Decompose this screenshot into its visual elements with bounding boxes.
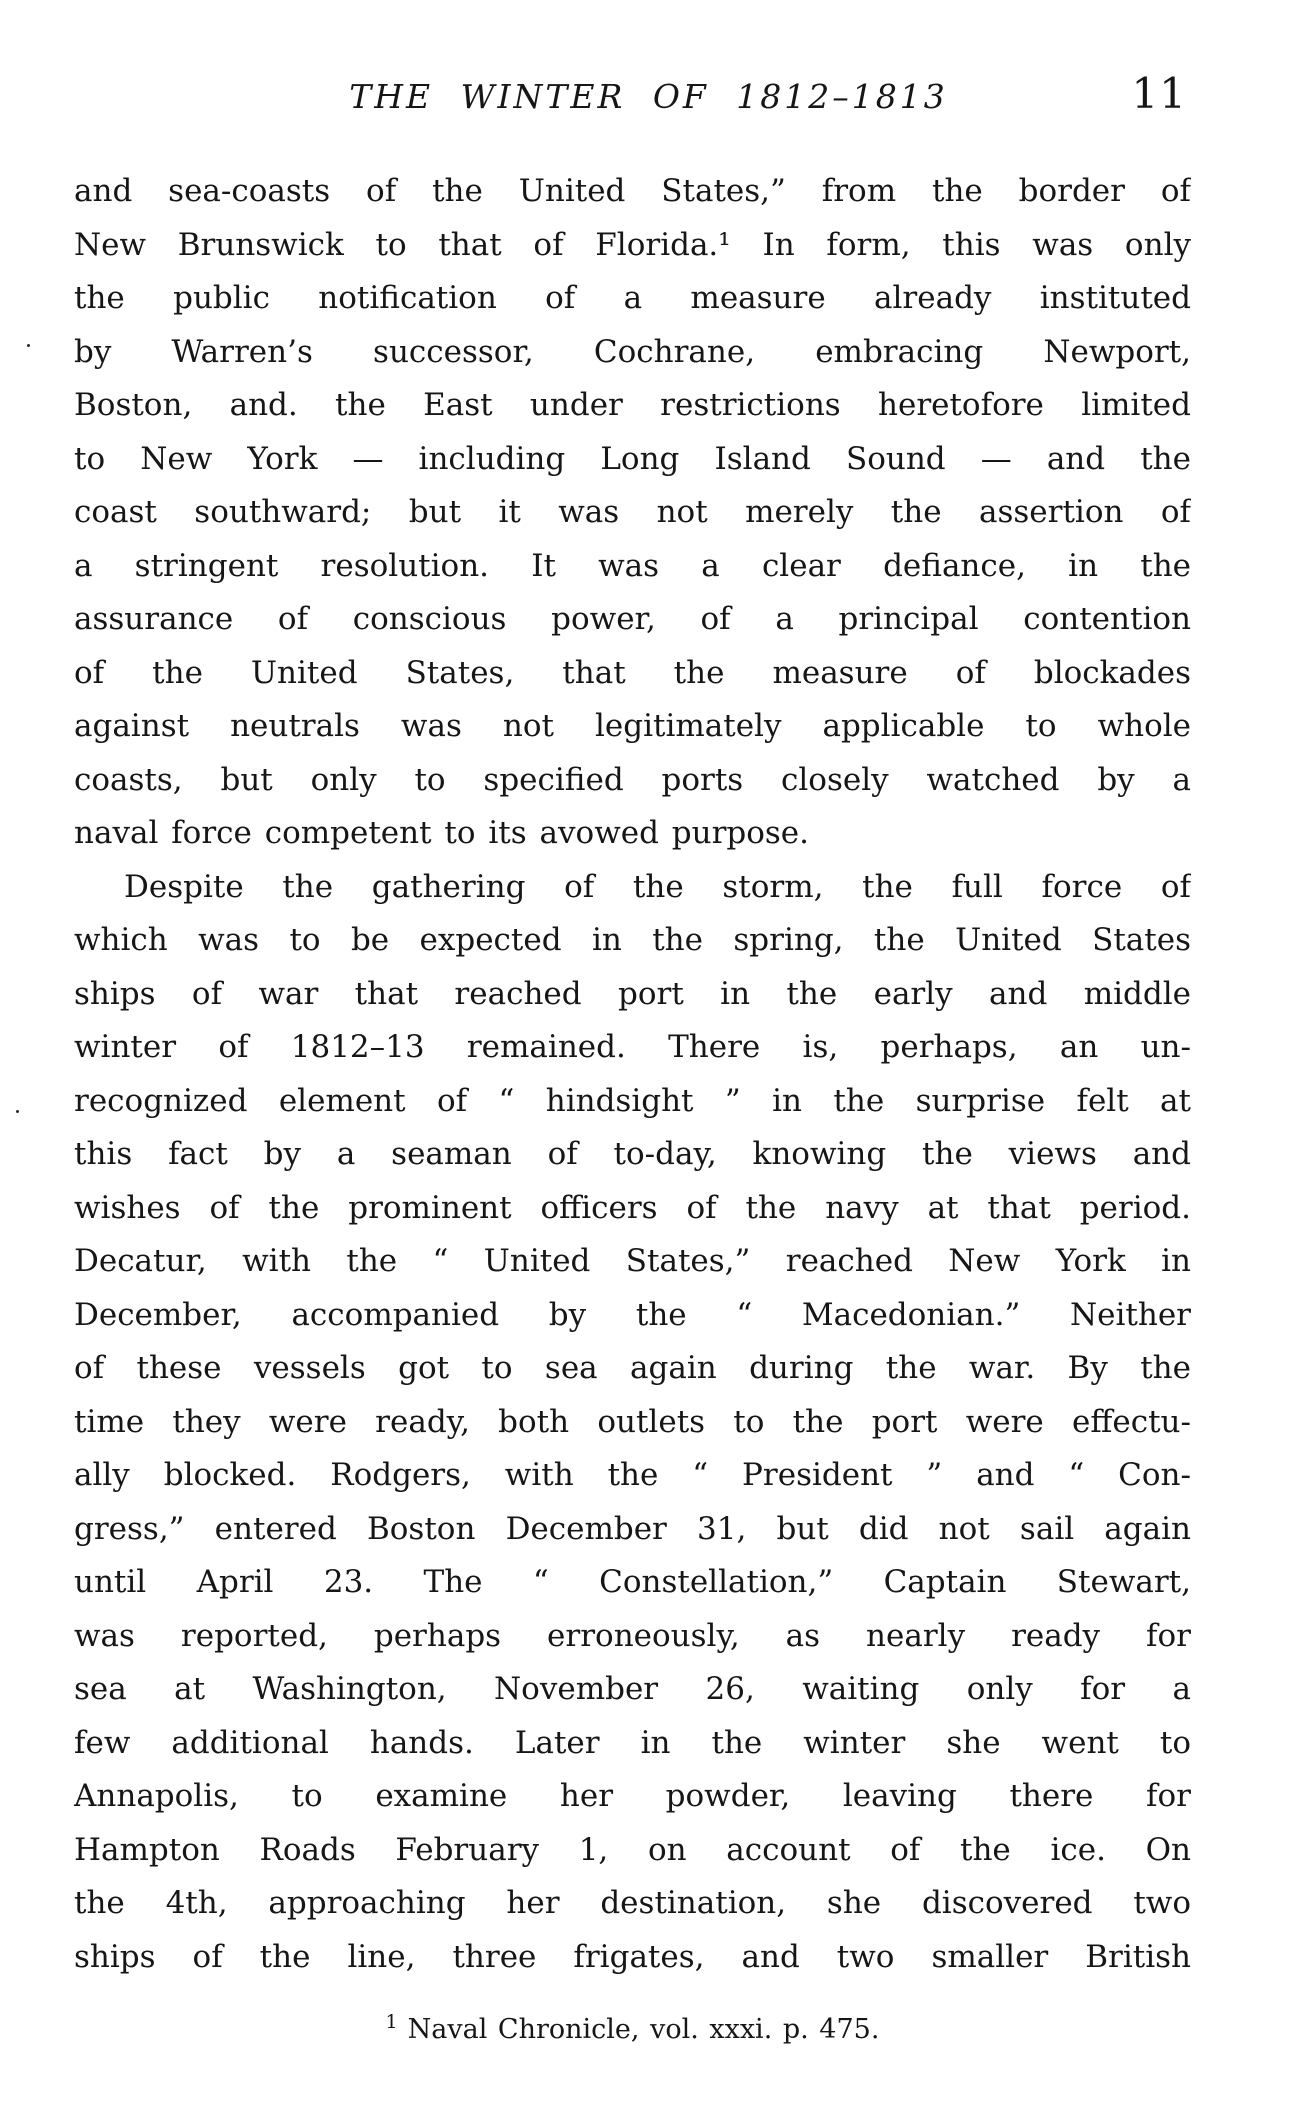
text-line: recognized element of “ hindsight ” in the surprise felt at <box>74 1082 1191 1119</box>
text-line: Hampton Roads February 1, on account of the ice. On <box>74 1831 1191 1868</box>
paragraph <box>74 861 1191 1985</box>
text-line: was reported, perhaps erroneously, as nearly ready for <box>74 1617 1191 1654</box>
text-line: by Warren’s successor, Cochrane, embracing Newport, <box>74 333 1191 370</box>
scan-speck <box>27 344 30 347</box>
text-line: December, accompanied by the “ Macedonian.” Neither <box>74 1296 1191 1333</box>
text-line: winter of 1812–13 remained. There is, perhaps, an un- <box>74 1029 1191 1065</box>
text-line: few additional hands. Later in the winter she went to <box>74 1724 1191 1761</box>
text-line: of these vessels got to sea again during the war. By the <box>74 1350 1191 1386</box>
text-line: gress,” entered Boston December 31, but did not sail again <box>74 1510 1191 1547</box>
text-line: ships of the line, three frigates, and two smaller British <box>74 1938 1191 1975</box>
scan-speck <box>16 1110 19 1113</box>
text-line: ships of war that reached port in the early and middle <box>74 975 1191 1012</box>
text-line: coast southward; but it was not merely the assertion of <box>74 494 1191 530</box>
text-line: naval force competent to its avowed purpose. <box>74 815 810 851</box>
text-line: the 4th, approaching her destination, she discovered two <box>74 1885 1191 1921</box>
text-line: Annapolis, to examine her powder, leaving there for <box>74 1778 1191 1814</box>
text-line: the public notification of a measure already instituted <box>74 280 1191 316</box>
text-line: coasts, but only to specified ports closely watched by a <box>74 761 1191 798</box>
footnote <box>74 2013 1191 2047</box>
text-line: this fact by a seaman of to-day, knowing the views and <box>74 1136 1191 1172</box>
page-number: 11 <box>1131 69 1187 118</box>
text-line: against neutrals was not legitimately applicable to whole <box>74 708 1191 744</box>
text-line: until April 23. The “ Constellation,” Captain Stewart, <box>74 1564 1191 1600</box>
running-head <box>0 0 1297 130</box>
text-line: assurance of conscious power, of a principal contention <box>74 601 1191 637</box>
text-line: a stringent resolution. It was a clear defiance, in the <box>74 547 1191 584</box>
footnote-marker: 1 <box>385 2011 398 2033</box>
text-line: sea at Washington, November 26, waiting only for a <box>74 1671 1191 1707</box>
text-line: to New York — including Long Island Sound — and the <box>74 440 1191 477</box>
paragraph <box>74 165 1191 861</box>
footnote-text: Naval Chronicle, vol. xxxi. p. 475. <box>407 2014 880 2045</box>
text-line: ally blocked. Rodgers, with the “ President ” and “ Con- <box>74 1457 1191 1493</box>
text-line: of the United States, that the measure of blockades <box>74 654 1191 691</box>
running-title: THE WINTER OF 1812–1813 <box>349 77 948 116</box>
text-line: Boston, and. the East under restrictions heretofore limited <box>74 387 1191 423</box>
text-line: time they were ready, both outlets to the port were effectu- <box>74 1403 1191 1440</box>
text-line: which was to be expected in the spring, the United States <box>74 922 1191 958</box>
text-line: and sea-coasts of the United States,” from the border of <box>74 173 1191 209</box>
text-line: Decatur, with the “ United States,” reached New York in <box>74 1243 1191 1279</box>
text-line: New Brunswick to that of Florida.¹ In form, this was only <box>74 226 1191 263</box>
text-block <box>74 165 1191 1984</box>
text-line: wishes of the prominent officers of the navy at that period. <box>74 1189 1191 1226</box>
text-line: Despite the gathering of the storm, the full force of <box>124 868 1191 905</box>
